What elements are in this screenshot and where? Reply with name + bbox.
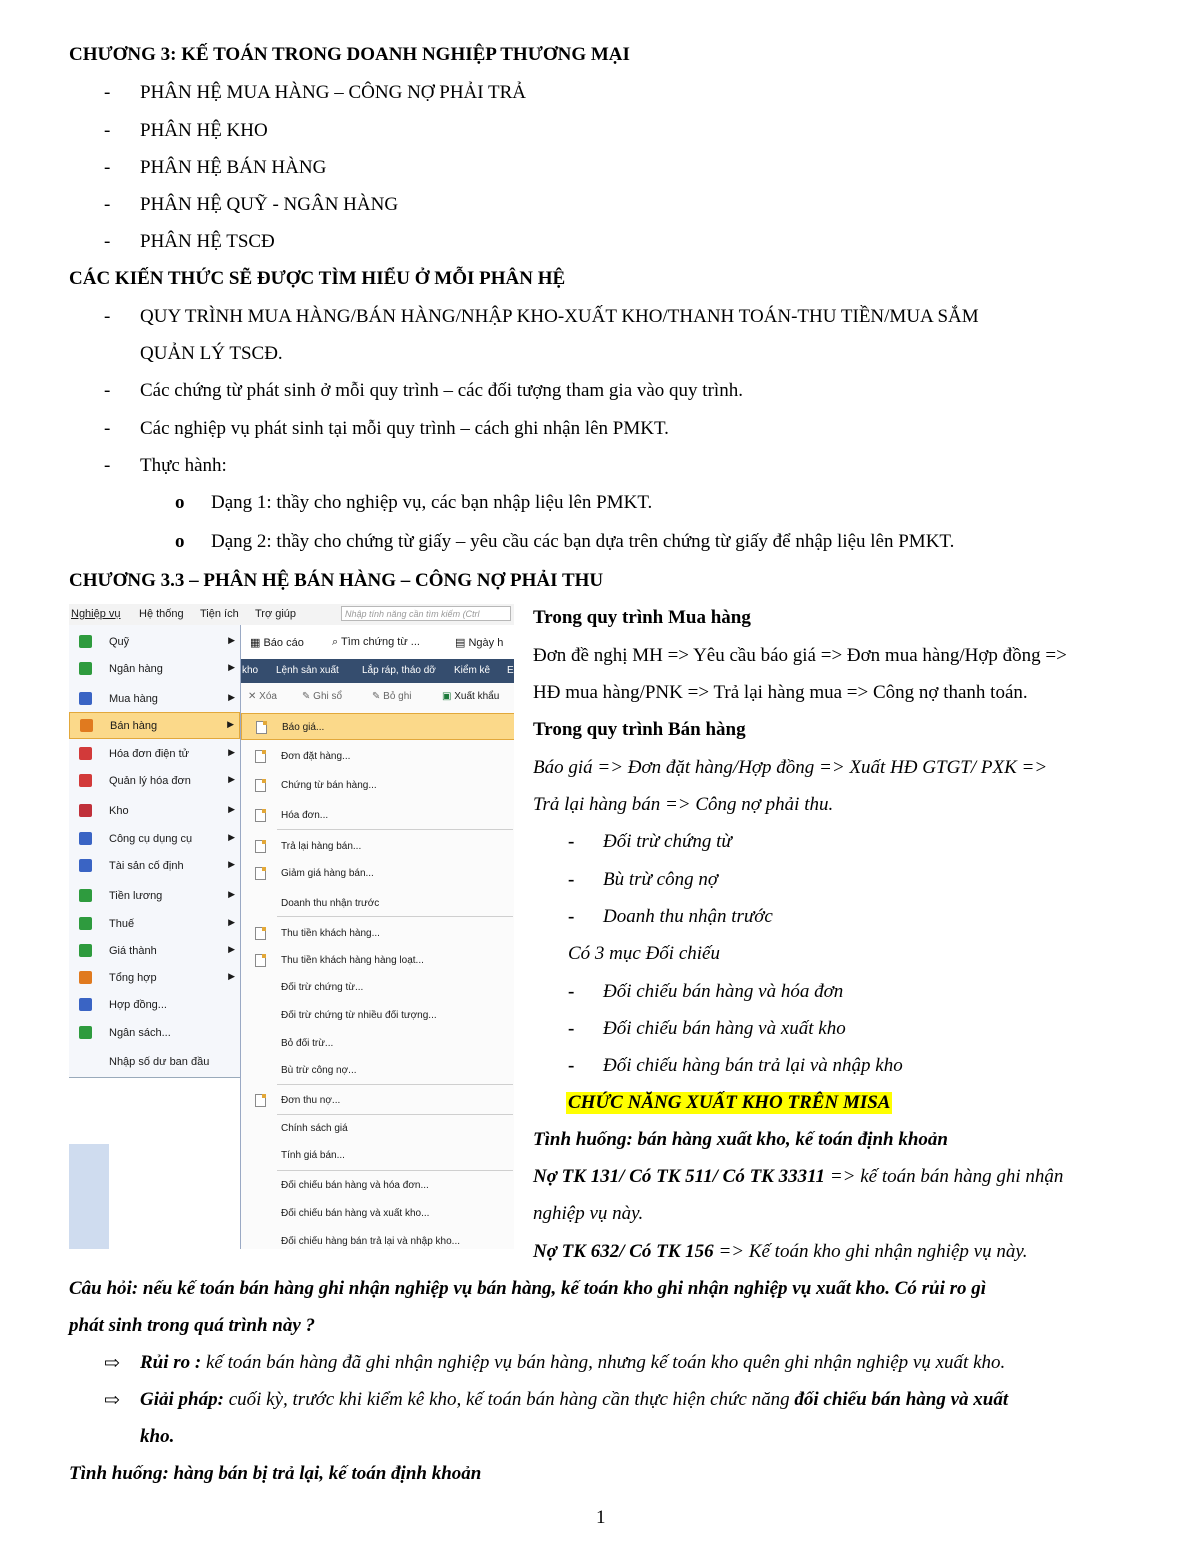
knowledge-title: CÁC KIẾN THỨC SẼ ĐƯỢC TÌM HIỂU Ở MỖI PHÂN HỆ (69, 268, 566, 289)
list-dash: - (104, 455, 111, 476)
document-icon (255, 840, 266, 853)
summary-icon (79, 971, 92, 984)
tools-icon (79, 832, 92, 845)
contract-icon (79, 998, 92, 1011)
submenu-doi-chieu-xuat-kho[interactable]: Đối chiếu bán hàng và xuất kho... (281, 1208, 430, 1219)
nav-tab[interactable]: kho (242, 665, 259, 676)
submenu-doi-chieu-hoa-don[interactable]: Đối chiếu bán hàng và hóa đơn... (281, 1180, 429, 1191)
submenu-bao-gia[interactable]: Báo giá... (241, 713, 514, 740)
compare-item: Đối chiếu hàng bán trả lại và nhập kho (603, 1055, 903, 1076)
list-dash: - (104, 82, 111, 103)
sales-item: Doanh thu nhận trước (603, 906, 773, 927)
action-toolbar (240, 683, 514, 711)
list-dash: - (568, 1055, 575, 1076)
nav-strip (240, 659, 514, 683)
menu-he-thong[interactable]: Hệ thống (139, 608, 184, 620)
risk-text: Rủi ro : kế toán bán hàng đã ghi nhận nghiệp vụ bán hàng, nhưng kế toán kho quên ghi nhận nghiệp vụ xuất kho. (140, 1352, 1006, 1373)
salary-icon (79, 889, 92, 902)
list-dash: - (104, 194, 111, 215)
misa-menu-screenshot (69, 604, 514, 1249)
nav-tab[interactable]: E (507, 665, 514, 676)
list-item: PHÂN HỆ TSCĐ (140, 231, 275, 252)
sub-bullet: o (175, 492, 185, 513)
list-dash: - (104, 306, 111, 327)
menu-bar (69, 604, 514, 626)
unpost-button[interactable]: ✎ Bỏ ghi (372, 691, 412, 702)
menu-item-gia-thanh[interactable]: Giá thành ▶ (69, 938, 240, 965)
sales-item: Đối trừ chứng từ (603, 831, 732, 852)
list-dash: - (104, 231, 111, 252)
submenu-don-thu-no[interactable]: Đơn thu nợ... (241, 1087, 514, 1114)
compare-item: Đối chiếu bán hàng và hóa đơn (603, 981, 844, 1002)
list-item: QUY TRÌNH MUA HÀNG/BÁN HÀNG/NHẬP KHO-XUẤT KHO/THANH TOÁN-THU TIỀN/MUA SẮM (140, 306, 979, 327)
menu-item-thue[interactable]: Thuế ▶ (69, 911, 240, 938)
report-button[interactable]: ▦ Báo cáo (250, 637, 304, 649)
submenu-doi-tru-nhieu-doi-tuong[interactable]: Đối trừ chứng từ nhiều đối tượng... (281, 1010, 437, 1021)
list-dash: - (568, 831, 575, 852)
main-toolbar (240, 625, 514, 660)
document-icon (255, 779, 266, 792)
menu-item-quan-ly-hoa-don[interactable]: Quản lý hóa đơn ▶ (69, 768, 240, 795)
submenu-doi-chieu-tra-lai[interactable]: Đối chiếu hàng bán trả lại và nhập kho... (281, 1236, 461, 1247)
document-icon (255, 750, 266, 763)
budget-icon (79, 1026, 92, 1039)
nav-tab[interactable]: Lắp ráp, tháo dỡ (362, 665, 436, 676)
journal-entry: Nợ TK 131/ Có TK 511/ Có TK 33311 => kế toán bán hàng ghi nhận (533, 1166, 1064, 1187)
list-item: Các chứng từ phát sinh ở mỗi quy trình – các đối tượng tham gia vào quy trình. (140, 380, 743, 401)
tax-icon (79, 917, 92, 930)
document-icon (255, 1094, 266, 1107)
submenu-tinh-gia-ban[interactable]: Tính giá bán... (281, 1150, 345, 1161)
menu-item-ban-hang[interactable]: Bán hàng ▶ (69, 712, 240, 739)
submenu-doi-tru-chung-tu[interactable]: Đối trừ chứng từ... (281, 982, 364, 993)
menu-item-quy[interactable]: Quỹ ▶ (69, 629, 240, 656)
chapter3-title: CHƯƠNG 3: KẾ TOÁN TRONG DOANH NGHIỆP THƯƠNG MẠI (69, 44, 630, 65)
page-number: 1 (596, 1507, 606, 1528)
cart-icon (79, 692, 92, 705)
purchase-flow: Đơn đề nghị MH => Yêu cầu báo giá => Đơn mua hàng/Hợp đồng => (533, 645, 1067, 666)
delete-button[interactable]: ✕ Xóa (248, 691, 277, 702)
menu-item-ngan-hang[interactable]: Ngân hàng ▶ (69, 656, 240, 683)
submenu-hoa-don[interactable]: Hóa đơn... (241, 802, 514, 829)
bank-icon (79, 662, 92, 675)
list-dash: - (104, 157, 111, 178)
chapter33-title: CHƯƠNG 3.3 – PHÂN HỆ BÁN HÀNG – CÔNG NỢ PHẢI THU (69, 570, 604, 591)
submenu-bu-tru-cong-no[interactable]: Bù trừ công nợ... (281, 1065, 357, 1076)
menu-nghiep-vu[interactable]: Nghiệp vụ (71, 608, 121, 620)
sales-flow: Báo giá => Đơn đặt hàng/Hợp đồng => Xuất HĐ GTGT/ PXK => (533, 757, 1048, 778)
list-item: PHÂN HỆ QUỸ - NGÂN HÀNG (140, 194, 399, 215)
arrow-icon: ⇨ (104, 1390, 120, 1411)
situation-heading: Tình huống: hàng bán bị trả lại, kế toán định khoản (69, 1463, 482, 1484)
menu-item-tong-hop[interactable]: Tổng hợp ▶ (69, 965, 240, 992)
list-item: Thực hành: (140, 455, 227, 476)
list-item: PHÂN HỆ KHO (140, 120, 268, 141)
menu-item-hoa-don-dien-tu[interactable]: Hóa đơn điện tử ▶ (69, 741, 240, 768)
document-icon (255, 927, 266, 940)
submenu-thu-tien-hang-loat[interactable]: Thu tiền khách hàng hàng loạt... (241, 947, 514, 974)
menu-separator (277, 1084, 513, 1085)
left-menu (69, 625, 241, 1077)
menu-separator (277, 916, 513, 917)
invoice-icon (79, 774, 92, 787)
submenu-don-dat-hang[interactable]: Đơn đặt hàng... (241, 743, 514, 770)
nav-tab[interactable]: Kiểm kê (454, 665, 491, 676)
journal-entry: Nợ TK 632/ Có TK 156 => Kế toán kho ghi nhận nghiệp vụ này. (533, 1241, 1028, 1262)
submenu-chung-tu-ban-hang[interactable]: Chứng từ bán hàng... (241, 772, 514, 799)
list-dash: - (104, 120, 111, 141)
sales-flow: Trả lại hàng bán => Công nợ phải thu. (533, 794, 834, 815)
sales-icon (80, 719, 93, 732)
background-panel (69, 1144, 109, 1249)
export-button[interactable]: ▣ Xuất khẩu (442, 691, 500, 702)
submenu-doanh-thu-nhan-truoc[interactable]: Doanh thu nhận trước (281, 898, 380, 909)
feature-search-input[interactable]: Nhập tính năng cần tìm kiếm (Ctrl (341, 606, 511, 621)
submenu-thu-tien-khach-hang[interactable]: Thu tiền khách hàng... (241, 920, 514, 947)
document-icon (256, 721, 267, 734)
list-item: PHÂN HỆ BÁN HÀNG (140, 157, 327, 178)
purchase-title: Trong quy trình Mua hàng (533, 607, 751, 628)
solution-text: Giải pháp: cuối kỳ, trước khi kiểm kê kho, kế toán bán hàng cần thực hiện chức năng đối chiếu bán hàng và xuất (140, 1389, 1009, 1410)
compare-title: Có 3 mục Đối chiếu (568, 943, 720, 964)
list-dash: - (568, 981, 575, 1002)
sales-item: Bù trừ công nợ (603, 869, 718, 890)
menu-item-so-du-ban-dau[interactable]: Nhập số dư ban đầu (109, 1056, 210, 1068)
menu-item-ngan-sach[interactable]: Ngân sách... (69, 1020, 240, 1047)
menu-item-cong-cu[interactable]: Công cụ dụng cụ ▶ (69, 826, 240, 853)
menu-item-kho[interactable]: Kho ▶ (69, 798, 240, 825)
list-item-continued: QUẢN LÝ TSCĐ. (140, 343, 283, 364)
warehouse-icon (79, 804, 92, 817)
question-text-continued: phát sinh trong quá trình này ? (69, 1315, 316, 1336)
solution-text-continued: kho. (140, 1426, 175, 1447)
submenu-chinh-sach-gia[interactable]: Chính sách giá (281, 1123, 348, 1134)
list-dash: - (104, 418, 111, 439)
menu-separator (277, 1170, 513, 1171)
submenu-tra-lai-hang-ban[interactable]: Trả lại hàng bán... (241, 833, 514, 860)
submenu-giam-gia-hang-ban[interactable]: Giảm giá hàng bán... (241, 860, 514, 887)
list-dash: - (104, 380, 111, 401)
cash-icon (79, 635, 92, 648)
situation-heading: Tình huống: bán hàng xuất kho, kế toán định khoản (533, 1129, 948, 1150)
ban-hang-submenu (240, 710, 514, 1249)
menu-item-hop-dong[interactable]: Hợp đồng... (69, 992, 240, 1019)
list-dash: - (568, 869, 575, 890)
sub-list-item: Dạng 2: thầy cho chứng từ giấy – yêu cầu các bạn dựa trên chứng từ giấy để nhập liệu lên PMKT. (211, 531, 955, 552)
menu-item-mua-hang[interactable]: Mua hàng ▶ (69, 686, 240, 713)
list-item: PHÂN HỆ MUA HÀNG – CÔNG NỢ PHẢI TRẢ (140, 82, 527, 103)
sub-list-item: Dạng 1: thầy cho nghiệp vụ, các bạn nhập liệu lên PMKT. (211, 492, 653, 513)
list-dash: - (568, 906, 575, 927)
list-item: Các nghiệp vụ phát sinh tại mỗi quy trình – cách ghi nhận lên PMKT. (140, 418, 669, 439)
purchase-flow: HĐ mua hàng/PNK => Trả lại hàng mua => Công nợ thanh toán. (533, 682, 1028, 703)
sub-bullet: o (175, 531, 185, 552)
menu-item-tai-san[interactable]: Tài sản cố định ▶ (69, 853, 240, 880)
submenu-bo-doi-tru[interactable]: Bỏ đối trừ... (281, 1038, 334, 1049)
arrow-icon: ⇨ (104, 1353, 120, 1374)
date-button[interactable]: ▤ Ngày h (455, 637, 504, 649)
menu-item-tien-luong[interactable]: Tiền lương ▶ (69, 883, 240, 910)
find-voucher-button[interactable]: ⌕ Tìm chứng từ ... (332, 636, 420, 648)
asset-icon (79, 859, 92, 872)
list-dash: - (568, 1018, 575, 1039)
compare-item: Đối chiếu bán hàng và xuất kho (603, 1018, 846, 1039)
menu-tro-giup[interactable]: Trợ giúp (255, 608, 297, 620)
document-icon (255, 867, 266, 880)
menu-separator (277, 829, 513, 830)
post-button[interactable]: ✎ Ghi sổ (302, 691, 343, 702)
journal-entry-continued: nghiệp vụ này. (533, 1203, 644, 1224)
document-icon (255, 954, 266, 967)
question-text: Câu hỏi: nếu kế toán bán hàng ghi nhận nghiệp vụ bán hàng, kế toán kho ghi nhận nghiệp vụ xuất kho. Có rủi ro gì (69, 1278, 987, 1299)
highlight-heading: CHỨC NĂNG XUẤT KHO TRÊN MISA (568, 1092, 891, 1113)
document-icon (255, 809, 266, 822)
sales-title: Trong quy trình Bán hàng (533, 719, 746, 740)
e-invoice-icon (79, 747, 92, 760)
nav-tab[interactable]: Lệnh sản xuất (276, 665, 339, 676)
costing-icon (79, 944, 92, 957)
menu-tien-ich[interactable]: Tiện ích (200, 608, 239, 620)
